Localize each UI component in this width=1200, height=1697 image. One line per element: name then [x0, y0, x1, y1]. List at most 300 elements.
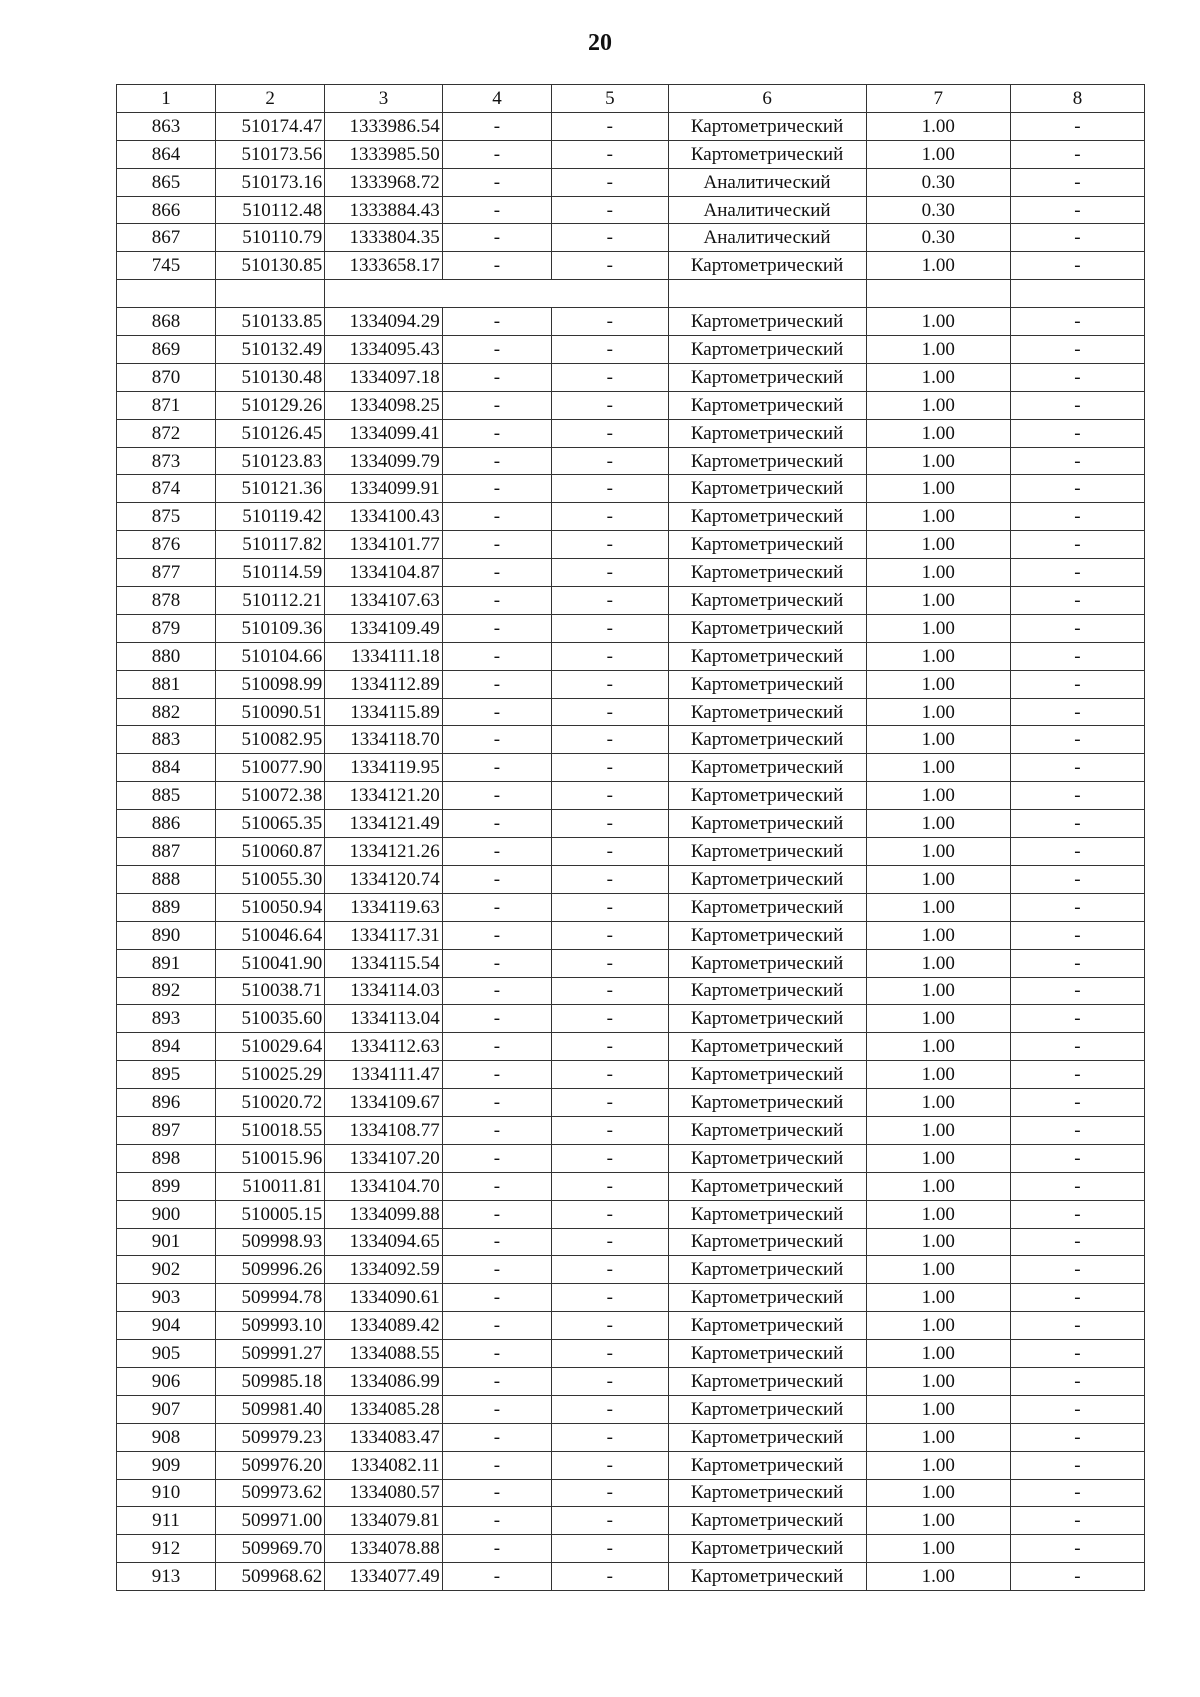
table-cell: - — [552, 1256, 669, 1284]
table-cell: - — [442, 112, 551, 140]
table-cell: - — [442, 698, 551, 726]
table-row — [117, 1367, 1145, 1395]
table-cell: - — [442, 391, 551, 419]
table-cell: Картометрический — [668, 754, 866, 782]
table-cell: 1334088.55 — [325, 1340, 443, 1368]
table-cell: Картометрический — [668, 1367, 866, 1395]
table-cell: 1334119.63 — [325, 893, 443, 921]
table-cell: 509979.23 — [215, 1423, 324, 1451]
table-cell: - — [552, 865, 669, 893]
table-cell: - — [552, 336, 669, 364]
table-cell: Картометрический — [668, 893, 866, 921]
table-row — [117, 614, 1145, 642]
table-cell: - — [552, 614, 669, 642]
table-cell: - — [552, 1451, 669, 1479]
table-cell: - — [442, 1367, 551, 1395]
table-cell: 1334092.59 — [325, 1256, 443, 1284]
page-number: 20 — [588, 30, 612, 56]
table-row — [117, 419, 1145, 447]
table-cell: Картометрический — [668, 1451, 866, 1479]
table-cell: - — [552, 1228, 669, 1256]
table-cell: Картометрический — [668, 782, 866, 810]
table-cell: 901 — [117, 1228, 216, 1256]
table-cell: 1.00 — [866, 1256, 1010, 1284]
table-row — [117, 865, 1145, 893]
table-cell: 1.00 — [866, 363, 1010, 391]
table-cell: - — [1010, 1563, 1144, 1591]
table-cell: 882 — [117, 698, 216, 726]
table-cell: - — [552, 447, 669, 475]
table-cell: Картометрический — [668, 1284, 866, 1312]
table-cell: 510020.72 — [215, 1089, 324, 1117]
table-cell: 880 — [117, 642, 216, 670]
table-cell: 0.30 — [866, 168, 1010, 196]
table-cell: - — [442, 224, 551, 252]
table-cell: - — [552, 559, 669, 587]
table-cell: 903 — [117, 1284, 216, 1312]
table-cell: 1.00 — [866, 1395, 1010, 1423]
coordinates-table — [116, 84, 1145, 1591]
table-row — [117, 893, 1145, 921]
table-cell: - — [442, 252, 551, 280]
table-cell: 510114.59 — [215, 559, 324, 587]
table-cell: 1.00 — [866, 754, 1010, 782]
table-cell: - — [442, 1451, 551, 1479]
table-cell: 885 — [117, 782, 216, 810]
table-cell: - — [552, 419, 669, 447]
table-cell: 896 — [117, 1089, 216, 1117]
table-cell: - — [1010, 838, 1144, 866]
table-cell: - — [442, 1144, 551, 1172]
table-cell: 1334099.88 — [325, 1200, 443, 1228]
table-cell: 1.00 — [866, 949, 1010, 977]
table-cell: - — [1010, 949, 1144, 977]
table-cell: 1.00 — [866, 1116, 1010, 1144]
table-cell: - — [1010, 754, 1144, 782]
table-cell: - — [552, 782, 669, 810]
table-cell: - — [1010, 698, 1144, 726]
table-cell: 888 — [117, 865, 216, 893]
table-cell: 1334113.04 — [325, 1005, 443, 1033]
table-cell: 0.30 — [866, 224, 1010, 252]
table-cell: 1.00 — [866, 614, 1010, 642]
table-cell: - — [552, 1005, 669, 1033]
table-cell: Картометрический — [668, 1172, 866, 1200]
table-cell: - — [1010, 1089, 1144, 1117]
table-cell: - — [1010, 1144, 1144, 1172]
table-row — [117, 1172, 1145, 1200]
table-cell: - — [1010, 419, 1144, 447]
table-cell: - — [552, 363, 669, 391]
table-cell: - — [1010, 1395, 1144, 1423]
table-cell: - — [442, 977, 551, 1005]
table-cell: 510173.16 — [215, 168, 324, 196]
table-cell: Картометрический — [668, 112, 866, 140]
table-cell: 1.00 — [866, 1423, 1010, 1451]
table-cell: - — [552, 1172, 669, 1200]
table-row — [117, 670, 1145, 698]
table-row — [117, 475, 1145, 503]
table-cell: - — [442, 503, 551, 531]
table-cell: - — [1010, 308, 1144, 336]
table-cell: - — [1010, 1507, 1144, 1535]
table-cell: - — [442, 1228, 551, 1256]
table-cell: 510112.48 — [215, 196, 324, 224]
table-cell: 1334094.29 — [325, 308, 443, 336]
table-cell: 1.00 — [866, 1172, 1010, 1200]
table-cell: - — [442, 726, 551, 754]
table-cell: 1333968.72 — [325, 168, 443, 196]
table-cell: - — [442, 1172, 551, 1200]
table-cell: - — [552, 1367, 669, 1395]
table-row — [117, 391, 1145, 419]
table-cell: 510011.81 — [215, 1172, 324, 1200]
table-cell: - — [442, 419, 551, 447]
table-cell: 510025.29 — [215, 1061, 324, 1089]
table-cell: 908 — [117, 1423, 216, 1451]
table-row — [117, 1061, 1145, 1089]
table-cell: - — [1010, 1228, 1144, 1256]
table-cell: 1.00 — [866, 140, 1010, 168]
table-header-row — [117, 85, 1145, 113]
table-cell: 510129.26 — [215, 391, 324, 419]
table-cell: - — [1010, 1256, 1144, 1284]
table-cell: 1334101.77 — [325, 531, 443, 559]
table-cell — [215, 280, 324, 308]
table-cell: 509996.26 — [215, 1256, 324, 1284]
table-cell: 1.00 — [866, 1061, 1010, 1089]
table-cell: 1334079.81 — [325, 1507, 443, 1535]
table-cell: - — [1010, 1479, 1144, 1507]
separator-row — [117, 280, 1145, 308]
table-cell: 897 — [117, 1116, 216, 1144]
table-cell: Картометрический — [668, 838, 866, 866]
table-cell: 1.00 — [866, 782, 1010, 810]
table-cell: 892 — [117, 977, 216, 1005]
table-cell: - — [442, 308, 551, 336]
table-cell: 1333658.17 — [325, 252, 443, 280]
table-cell: Картометрический — [668, 726, 866, 754]
table-row — [117, 1312, 1145, 1340]
table-cell: 1.00 — [866, 1284, 1010, 1312]
table-cell: 1334115.54 — [325, 949, 443, 977]
table-cell: 510015.96 — [215, 1144, 324, 1172]
table-cell: 1334095.43 — [325, 336, 443, 364]
table-cell: Картометрический — [668, 1256, 866, 1284]
table-cell: 1.00 — [866, 726, 1010, 754]
table-cell: 1.00 — [866, 1005, 1010, 1033]
table-cell: 864 — [117, 140, 216, 168]
table-cell: 510119.42 — [215, 503, 324, 531]
table-cell: 510029.64 — [215, 1033, 324, 1061]
table-cell: - — [552, 949, 669, 977]
table-cell: 8 — [1010, 85, 1144, 113]
table-cell: Картометрический — [668, 949, 866, 977]
table-row — [117, 336, 1145, 364]
table-row — [117, 224, 1145, 252]
table-cell: - — [1010, 642, 1144, 670]
table-cell: 1333804.35 — [325, 224, 443, 252]
table-cell: 509971.00 — [215, 1507, 324, 1535]
table-cell: 1334077.49 — [325, 1563, 443, 1591]
table-cell: - — [1010, 1367, 1144, 1395]
table-cell: Аналитический — [668, 196, 866, 224]
table-cell: 1334094.65 — [325, 1228, 443, 1256]
table-cell: 1 — [117, 85, 216, 113]
table-cell: - — [1010, 726, 1144, 754]
table-cell: 1334107.63 — [325, 587, 443, 615]
table-cell: 1.00 — [866, 559, 1010, 587]
table-cell: 509991.27 — [215, 1340, 324, 1368]
table-cell: - — [552, 893, 669, 921]
table-cell: 891 — [117, 949, 216, 977]
table-cell: - — [442, 559, 551, 587]
table-cell: 1.00 — [866, 447, 1010, 475]
table-cell: - — [442, 1116, 551, 1144]
table-cell: 1334098.25 — [325, 391, 443, 419]
table-cell: - — [552, 1144, 669, 1172]
table-cell: 870 — [117, 363, 216, 391]
table-cell: 1333985.50 — [325, 140, 443, 168]
table-cell: 1334118.70 — [325, 726, 443, 754]
table-cell: - — [1010, 977, 1144, 1005]
table-cell: - — [552, 1479, 669, 1507]
table-cell: Картометрический — [668, 475, 866, 503]
table-cell: 510018.55 — [215, 1116, 324, 1144]
table-cell: 745 — [117, 252, 216, 280]
table-cell: - — [442, 168, 551, 196]
table-cell: Картометрический — [668, 1005, 866, 1033]
table-cell: 913 — [117, 1563, 216, 1591]
table-cell: 1334083.47 — [325, 1423, 443, 1451]
table-cell: Картометрический — [668, 1033, 866, 1061]
table-cell: - — [1010, 614, 1144, 642]
table-cell: 876 — [117, 531, 216, 559]
table-cell: 1334117.31 — [325, 921, 443, 949]
table-cell: - — [552, 112, 669, 140]
table-row — [117, 587, 1145, 615]
table-cell: - — [1010, 1451, 1144, 1479]
table-cell: 1.00 — [866, 1033, 1010, 1061]
table-cell: 866 — [117, 196, 216, 224]
table-cell: 1.00 — [866, 1535, 1010, 1563]
table-cell: - — [1010, 475, 1144, 503]
table-row — [117, 1563, 1145, 1591]
table-cell: Картометрический — [668, 865, 866, 893]
table-cell: - — [442, 1563, 551, 1591]
table-cell: 1334099.41 — [325, 419, 443, 447]
table-cell: 1.00 — [866, 1451, 1010, 1479]
table-cell: 869 — [117, 336, 216, 364]
table-cell: 510072.38 — [215, 782, 324, 810]
table-cell: - — [552, 1563, 669, 1591]
table-cell: - — [552, 1535, 669, 1563]
table-cell: - — [442, 587, 551, 615]
table-cell: 1334090.61 — [325, 1284, 443, 1312]
table-cell: 510110.79 — [215, 224, 324, 252]
table-cell: Картометрический — [668, 1228, 866, 1256]
table-cell: - — [442, 140, 551, 168]
table-cell: - — [442, 1256, 551, 1284]
table-cell: Аналитический — [668, 168, 866, 196]
table-cell: 1333884.43 — [325, 196, 443, 224]
table-cell: 1334115.89 — [325, 698, 443, 726]
table-cell: Картометрический — [668, 1312, 866, 1340]
table-cell: 510104.66 — [215, 642, 324, 670]
table-row — [117, 1395, 1145, 1423]
table-row — [117, 559, 1145, 587]
table-cell: - — [552, 1116, 669, 1144]
table-row — [117, 1423, 1145, 1451]
table-cell: 1.00 — [866, 503, 1010, 531]
table-row — [117, 810, 1145, 838]
table-cell: 905 — [117, 1340, 216, 1368]
table-cell: - — [552, 977, 669, 1005]
table-cell: - — [552, 670, 669, 698]
table-cell: 509968.62 — [215, 1563, 324, 1591]
table-cell: Картометрический — [668, 670, 866, 698]
table-cell: - — [552, 252, 669, 280]
table-cell: 1333986.54 — [325, 112, 443, 140]
table-cell: - — [552, 1507, 669, 1535]
table-cell: - — [1010, 252, 1144, 280]
table-cell: 893 — [117, 1005, 216, 1033]
table-cell: 1334121.20 — [325, 782, 443, 810]
table-cell: - — [552, 642, 669, 670]
table-cell: - — [552, 1033, 669, 1061]
table-cell: Картометрический — [668, 1563, 866, 1591]
table-cell — [117, 280, 216, 308]
table-row — [117, 977, 1145, 1005]
table-cell: - — [1010, 503, 1144, 531]
table-row — [117, 363, 1145, 391]
table-cell: 510132.49 — [215, 336, 324, 364]
table-cell: - — [552, 587, 669, 615]
table-cell: Картометрический — [668, 308, 866, 336]
table-cell: 1.00 — [866, 810, 1010, 838]
table-cell: - — [552, 1312, 669, 1340]
table-cell: 510065.35 — [215, 810, 324, 838]
table-cell: 510082.95 — [215, 726, 324, 754]
table-row — [117, 726, 1145, 754]
table-cell: 1.00 — [866, 308, 1010, 336]
table-cell: 510174.47 — [215, 112, 324, 140]
table-row — [117, 531, 1145, 559]
table-cell: - — [442, 893, 551, 921]
table-cell: - — [442, 949, 551, 977]
table-cell: 1.00 — [866, 921, 1010, 949]
table-cell: - — [552, 475, 669, 503]
table-cell: 4 — [442, 85, 551, 113]
table-cell: 510121.36 — [215, 475, 324, 503]
table-cell: - — [1010, 224, 1144, 252]
table-cell: 509969.70 — [215, 1535, 324, 1563]
table-cell: - — [552, 754, 669, 782]
table-row — [117, 1451, 1145, 1479]
table-cell: 1.00 — [866, 893, 1010, 921]
table-cell: 1.00 — [866, 475, 1010, 503]
table-cell: 871 — [117, 391, 216, 419]
table-cell: - — [1010, 391, 1144, 419]
table-cell: - — [442, 363, 551, 391]
table-cell: 510109.36 — [215, 614, 324, 642]
table-cell: - — [552, 810, 669, 838]
table-cell: - — [1010, 1033, 1144, 1061]
table-cell: 510126.45 — [215, 419, 324, 447]
table-cell: 510038.71 — [215, 977, 324, 1005]
table-cell: Картометрический — [668, 698, 866, 726]
table-cell: - — [552, 1340, 669, 1368]
table-cell: 1.00 — [866, 1507, 1010, 1535]
table-cell: 1.00 — [866, 1340, 1010, 1368]
table-cell: 510035.60 — [215, 1005, 324, 1033]
table-cell: 509994.78 — [215, 1284, 324, 1312]
table-cell — [1010, 280, 1144, 308]
table-row — [117, 1089, 1145, 1117]
table-cell: Картометрический — [668, 921, 866, 949]
table-cell: - — [442, 614, 551, 642]
table-cell: 889 — [117, 893, 216, 921]
table-cell: Картометрический — [668, 1144, 866, 1172]
table-row — [117, 252, 1145, 280]
table-cell: Картометрический — [668, 363, 866, 391]
table-cell: 1.00 — [866, 1200, 1010, 1228]
table-cell: 510005.15 — [215, 1200, 324, 1228]
table-cell: - — [442, 1061, 551, 1089]
table-cell: 510117.82 — [215, 531, 324, 559]
table-row — [117, 1200, 1145, 1228]
table-cell: - — [1010, 559, 1144, 587]
table-row — [117, 921, 1145, 949]
table-cell: 510130.85 — [215, 252, 324, 280]
table-row — [117, 1284, 1145, 1312]
table-cell: - — [552, 1089, 669, 1117]
table-cell: 1.00 — [866, 1144, 1010, 1172]
table-cell: 510123.83 — [215, 447, 324, 475]
table-cell: - — [1010, 893, 1144, 921]
table-cell: 907 — [117, 1395, 216, 1423]
table-cell: - — [552, 726, 669, 754]
table-row — [117, 1479, 1145, 1507]
table-cell: - — [552, 1423, 669, 1451]
table-cell: - — [442, 447, 551, 475]
table-cell: 1.00 — [866, 419, 1010, 447]
table-cell: - — [1010, 168, 1144, 196]
table-cell: Картометрический — [668, 1395, 866, 1423]
table-row — [117, 782, 1145, 810]
table-cell: - — [552, 838, 669, 866]
table-cell: 1.00 — [866, 1228, 1010, 1256]
table-cell: 867 — [117, 224, 216, 252]
table-cell: 1334107.20 — [325, 1144, 443, 1172]
table-cell: 1334112.89 — [325, 670, 443, 698]
table-row — [117, 1005, 1145, 1033]
table-cell: - — [442, 531, 551, 559]
table-cell: 509981.40 — [215, 1395, 324, 1423]
table-cell: 509993.10 — [215, 1312, 324, 1340]
table-cell: - — [442, 921, 551, 949]
table-cell: 1334078.88 — [325, 1535, 443, 1563]
table-cell: - — [1010, 531, 1144, 559]
table-cell: 509976.20 — [215, 1451, 324, 1479]
table-cell: 1334085.28 — [325, 1395, 443, 1423]
table-cell: Картометрический — [668, 503, 866, 531]
table-cell: - — [552, 503, 669, 531]
table-cell: - — [1010, 1200, 1144, 1228]
table-cell: 875 — [117, 503, 216, 531]
table-cell: - — [442, 1200, 551, 1228]
table-cell — [866, 280, 1010, 308]
